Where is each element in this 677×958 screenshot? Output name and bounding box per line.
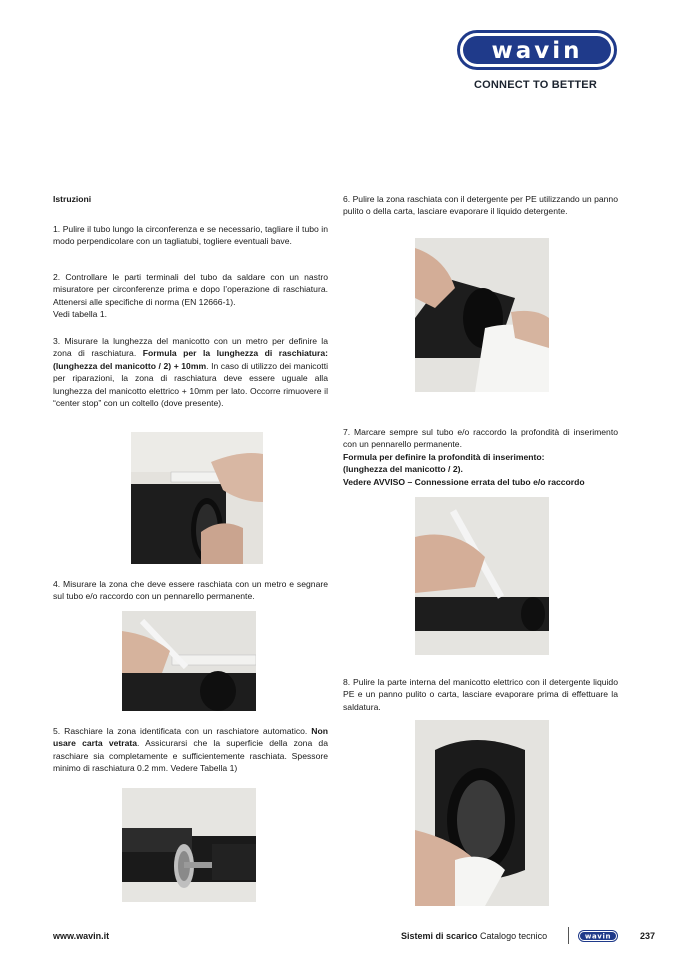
photo-cleaning-coupler [415, 720, 549, 906]
step-5: 5. Raschiare la zona identificata con un raschiatore automatico. Non usare carta vetrata. Assicurarsi che la superficie della zona da raschiare sia completamente e sufficientemente raschiata. Spessore minimo di raschiatura 0.2 mm. Vedere Tabella 1) [53, 726, 329, 774]
photo-measuring-fitting [131, 432, 263, 564]
step-8: 8. Pulire la parte interna del manicotto elettrico con il detergente liquido PE e un panno pulito o carta, lasciare evaporare prima di effettuare la saldatura. [343, 677, 618, 712]
photo-marking-depth [415, 497, 549, 655]
step-3: 3. Misurare la lunghezza del manicotto con un metro per definire la zona di raschiatura. Formula per la lunghezza di raschiatura:(lunghezza del manicotto / 2) + 10mm. In caso di utilizzo dei manicotti per riparazioni, la zona di raschiatura deve essere uguale alla lunghezza del manicotto elettrico + 10mm per lato. Occorre rimuovere il “center stop” con un coltello (dove presente). [53, 336, 329, 409]
step-6: 6. Pulire la zona raschiata con il detergente per PE utilizzando un panno pulito o della carta, lasciare evaporare il liquido detergente. [343, 194, 618, 217]
step-1: 1. Pulire il tubo lungo la circonferenza e se necessario, tagliare il tubo in modo perpendicolare con un tagliatubi, togliere eventuali bave. [53, 224, 328, 247]
wavin-logo [457, 30, 617, 70]
instructions-heading: Istruzioni [53, 194, 92, 204]
photo-scraping-tool [122, 788, 256, 902]
step-4: 4. Misurare la zona che deve essere raschiata con un metro e segnare sul tubo e/o raccordo con un pennarello permanente. [53, 579, 328, 602]
photo-marking-pipe [122, 611, 256, 711]
footer-website[interactable]: www.wavin.it [53, 931, 110, 941]
logo-text: wavin [491, 38, 583, 64]
footer-divider [568, 927, 569, 944]
step-7: 7. Marcare sempre sul tubo e/o raccordo la profondità di inserimento con un pennarello permanente. Formula per definire la profondità di inserimento: (lunghezza del manicotto / 2). Vedere AVVISO – Connessione errata del tubo e/o raccordo [343, 427, 618, 487]
footer-section: Sistemi di scarico Catalogo tecnico [401, 931, 548, 941]
brand-tagline: CONNECT TO BETTER [474, 79, 597, 91]
footer-wavin-logo [578, 930, 618, 942]
svg-text:wavin: wavin [584, 932, 612, 941]
page-number: 237 [640, 931, 656, 941]
photo-cleaning-pipe [415, 238, 549, 392]
step-2: 2. Controllare le parti terminali del tubo da saldare con un nastro misuratore per circonferenze prima e dopo l’operazione di raschiatura. Attenersi alle specifiche di norma (EN 12666-1). Vedi tabella 1. [53, 272, 328, 320]
